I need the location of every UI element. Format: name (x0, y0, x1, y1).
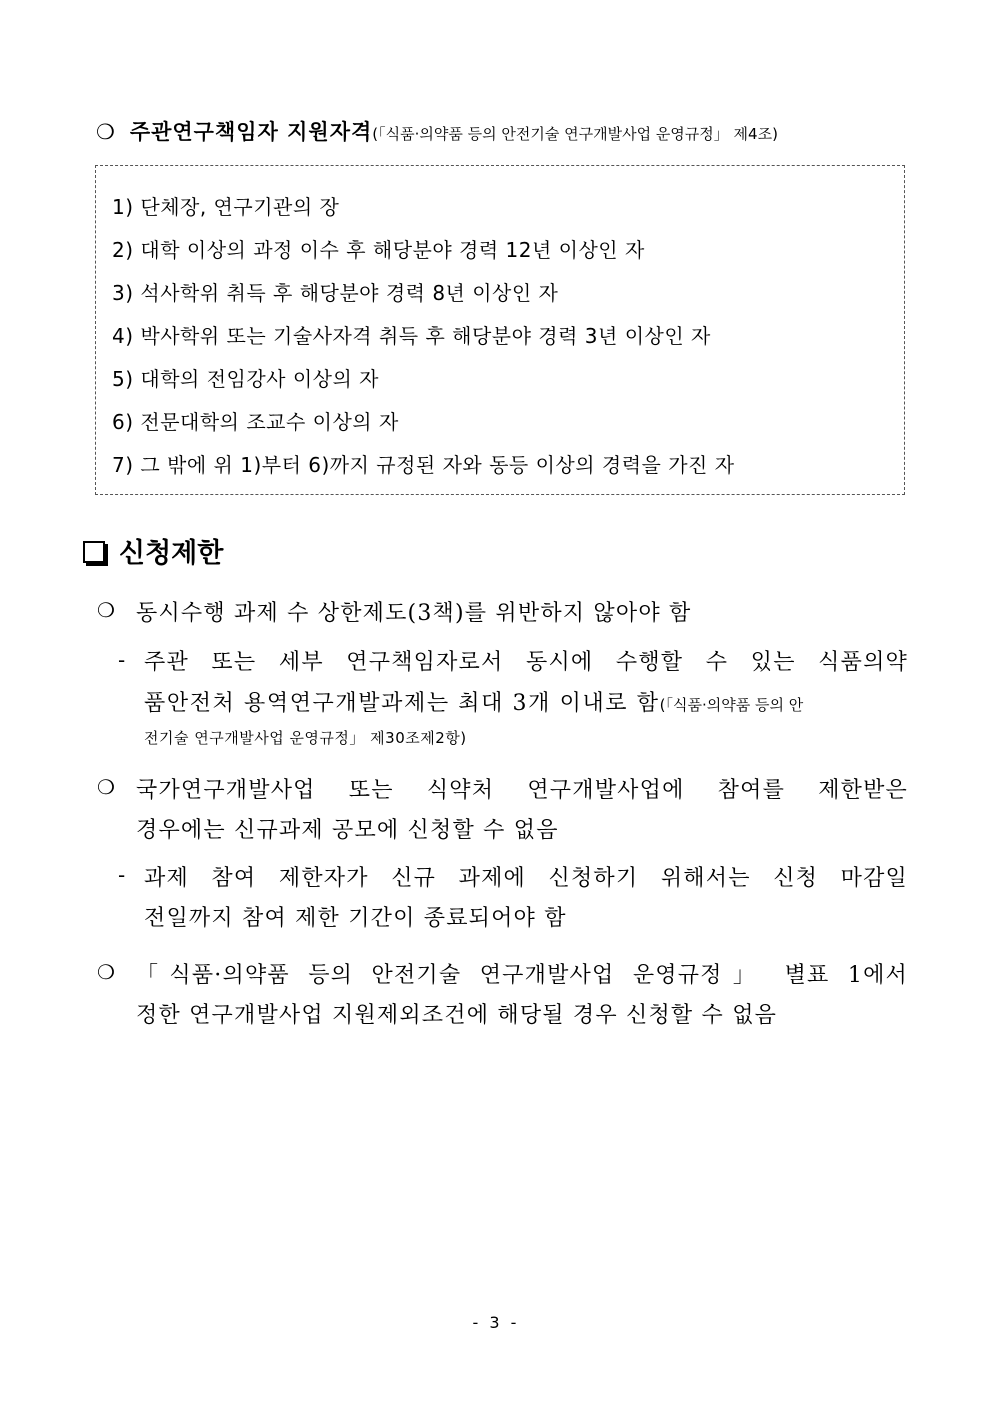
qualification-item-2: 2) 대학 이상의 과정 이수 후 해당분야 경력 12년 이상인 자 (112, 238, 645, 262)
restriction-bullet-2-line-1: 국가연구개발사업 또는 식약처 연구개발사업에 참여를 제한받은 (136, 778, 908, 803)
restriction-bullet-1-sub-line-3: 전기술 연구개발사업 운영규정」 제30조제2항) (144, 729, 467, 747)
page-number: - 3 - (472, 1313, 520, 1332)
qualifications-reference: (「식품·의약품 등의 안전기술 연구개발사업 운영규정」 제4조) (372, 125, 778, 143)
square-bullet-icon (83, 541, 105, 563)
circle-bullet-icon: ❍ (97, 775, 115, 799)
qualification-item-5: 5) 대학의 전임강사 이상의 자 (112, 367, 379, 391)
qualification-item-4: 4) 박사학위 또는 기술사자격 취득 후 해당분야 경력 3년 이상인 자 (112, 324, 711, 348)
restriction-bullet-2-line-2: 경우에는 신규과제 공모에 신청할 수 없음 (136, 818, 559, 843)
restriction-bullet-1-sub-line-1: 주관 또는 세부 연구책임자로서 동시에 수행할 수 있는 식품의약 (144, 650, 908, 675)
restriction-bullet-1-sub-line-2 (144, 686, 908, 717)
circle-bullet-icon: ❍ (96, 120, 116, 144)
qualification-item-6: 6) 전문대학의 조교수 이상의 자 (112, 410, 399, 434)
qualification-item-1: 1) 단체장, 연구기관의 장 (112, 195, 340, 219)
dash-bullet-icon: - (118, 648, 126, 672)
restriction-bullet-1-sub-reference: (「식품·의약품 등의 안 (659, 696, 804, 714)
restriction-bullet-3-line-1: 「식품·의약품 등의 안전기술 연구개발사업 운영규정」 별표 1에서 (136, 963, 908, 988)
qualifications-heading (96, 116, 778, 146)
qualification-item-3: 3) 석사학위 취득 후 해당분야 경력 8년 이상인 자 (112, 281, 559, 305)
restriction-bullet-2-sub-line-2: 전일까지 참여 제한 기간이 종료되어야 함 (144, 906, 567, 931)
circle-bullet-icon: ❍ (97, 598, 115, 622)
dash-bullet-icon: - (118, 863, 126, 887)
restriction-title: 신청제한 (119, 538, 224, 569)
restriction-bullet-1: 동시수행 과제 수 상한제도(3책)를 위반하지 않아야 함 (136, 601, 692, 626)
restriction-bullet-1-sub-main: 품안전처 용역연구개발과제는 최대 3개 이내로 함 (144, 691, 660, 716)
qualifications-title: 주관연구책임자 지원자격 (129, 120, 373, 144)
qualification-item-7: 7) 그 밖에 위 1)부터 6)까지 규정된 자와 동등 이상의 경력을 가진 자 (112, 453, 735, 477)
restriction-bullet-3-line-2: 정한 연구개발사업 지원제외조건에 해당될 경우 신청할 수 없음 (136, 1003, 778, 1028)
restriction-section-title (83, 531, 223, 570)
circle-bullet-icon: ❍ (97, 960, 115, 984)
restriction-bullet-2-sub-line-1: 과제 참여 제한자가 신규 과제에 신청하기 위해서는 신청 마감일 (144, 866, 908, 891)
